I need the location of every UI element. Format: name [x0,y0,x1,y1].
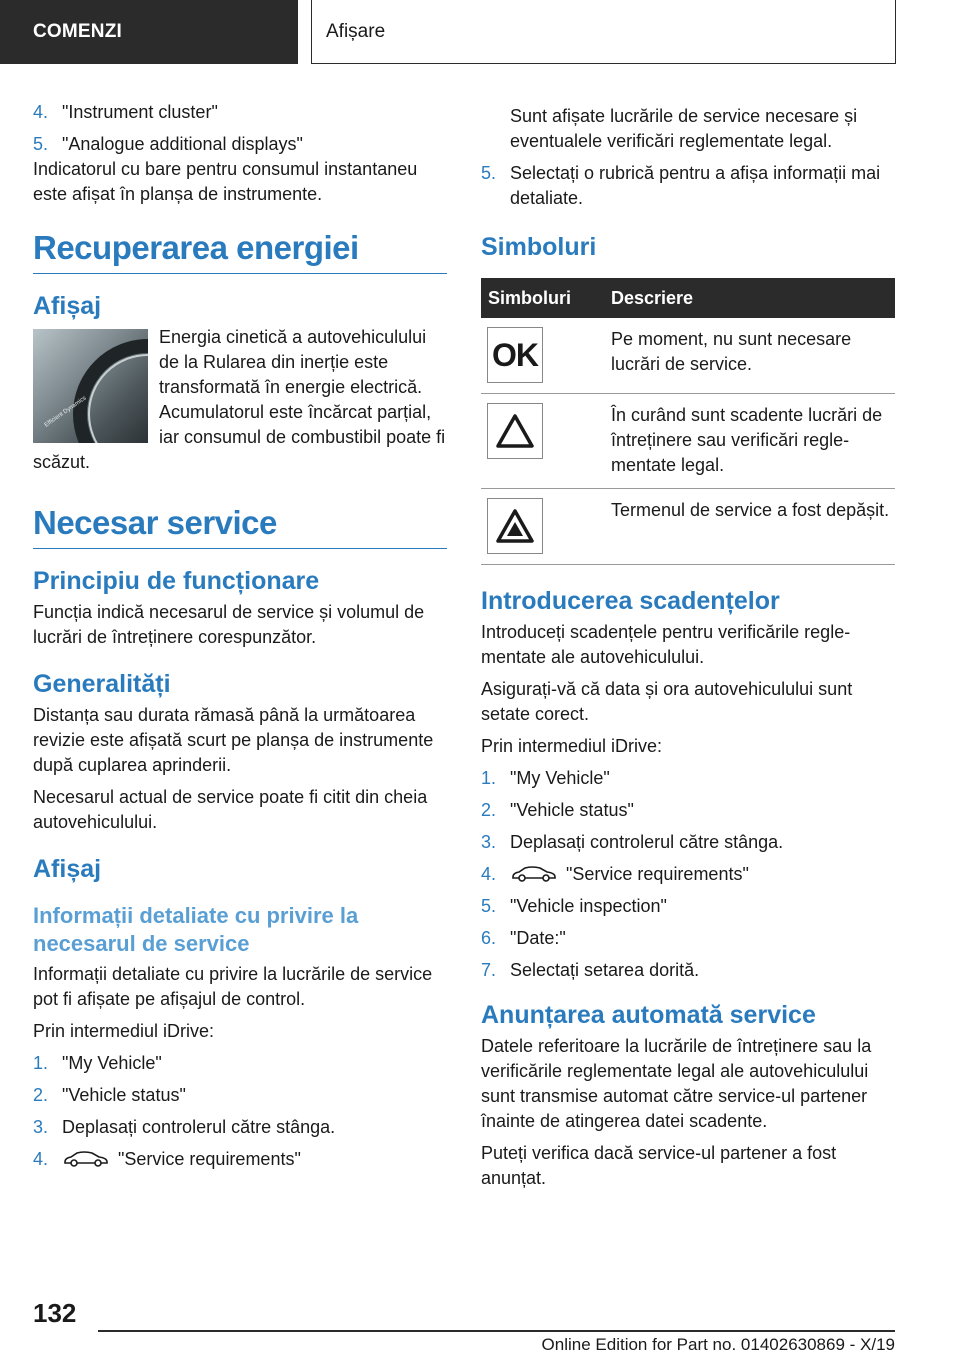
table-cell-description: În curând sunt scadente lucrări de întreținere sau verificări reglementate legal. [611,394,895,489]
footer-edition: Online Edition for Part no. 01402630869 - X/19 [541,1335,895,1354]
paragraph-generalitati-2: Necesarul actual de service poate fi citit din cheia autovehiculului. [33,787,428,832]
paragraph-principiu: Funcția indică necesarul de service și volumul de lucrări de întreținere corespunzător. [33,602,425,647]
paragraph-idrive-2: Prin intermediul iDrive: [481,736,663,756]
heading-necesar-service: Necesar service [33,504,447,549]
paragraph-introducere-1: Introduceți scadențele pentru verificările reglementate ale autovehiculului. [481,622,851,667]
left-column [33,100,447,1179]
list-item: 5. Selectați o rubrică pentru a afișa informații mai detaliate. [481,163,881,208]
list-item: 4. "Instrument cluster" [33,102,218,122]
list-continuation [481,161,895,211]
car-icon [510,865,558,883]
heading-introducerea-scadentelor: Introducerea scadențelor [481,587,780,615]
list-idrive-steps [33,1051,447,1172]
page-title: Afișare [311,0,896,64]
paragraph-idrive: Prin intermediul iDrive: [33,1021,215,1041]
paragraph-informatii: Informații detaliate cu privire la lucrările de service pot fi afișate pe afișajul de control. [33,964,433,1009]
list-item: 3. Deplasați controlerul către stânga. [481,832,784,852]
heading-simboluri: Simboluri [481,233,597,261]
table-row [481,318,895,394]
list-instrument [33,100,447,157]
table-cell-description: Termenul de service a fost depășit. [611,489,895,565]
paragraph-energy: Energia cinetică a autovehiculului de la Rularea din inerție este transformată în energie electrică. Acumulatorul este încărcat parțial, iar consumul de combustibil poate fi scăzut. [33,327,446,472]
section-tab: COMENZI [0,0,298,64]
table-row [481,489,895,565]
list-item: 2. "Vehicle status" [481,800,634,820]
table-header-simboluri: Simboluri [481,278,611,318]
list-item: 1. "My Vehicle" [481,768,610,788]
paragraph-generalitati-1: Distanța sau durata rămasă până la următoarea revizie este afișată scurt pe planșa de instrumente după cuplarea aprinderii. [33,705,434,775]
heading-generalitati: Generalități [33,670,171,698]
table-cell-description: Pe moment, nu sunt necesare lucrări de service. [611,318,895,394]
instrument-cluster-image: Efficient Dynamics [33,329,148,443]
list-item: 2. "Vehicle status" [33,1085,186,1105]
heading-informatii-detaliate: Informații detaliate cu privire la necesarul de service [33,903,359,956]
paragraph-introducere-2: Asigurați-vă că data și ora autovehiculului sunt setate corect. [481,679,853,724]
list-item: 4. "Service requirements" [33,1149,301,1169]
table-header-descriere: Descriere [611,278,895,318]
warning-triangle-icon [487,403,543,459]
ok-icon: OK [487,327,543,383]
paragraph-anuntare-2: Puteți verifica dacă service-ul partener a fost anunțat. [481,1143,837,1188]
heading-afisaj-2: Afișaj [33,855,102,883]
energy-block [33,325,447,482]
footer-divider [98,1330,895,1332]
list-scadente-steps [481,766,895,983]
warning-triangle-filled-icon [487,498,543,554]
symbols-table [481,278,895,565]
heading-anuntarea-automata: Anunțarea automată service [481,1001,816,1029]
paragraph-continuation: Sunt afișate lucrările de service necesare și eventualele verificări reglementate legal. [510,106,858,151]
right-column [481,104,895,1198]
list-item: 4. "Service requirements" [481,864,749,884]
list-item: 1. "My Vehicle" [33,1053,162,1073]
list-item: 3. Deplasați controlerul către stânga. [33,1117,336,1137]
list-item: 5. "Analogue additional displays" [33,134,303,154]
heading-principiu: Principiu de funcționare [33,567,320,595]
list-item: 6. "Date:" [481,928,566,948]
heading-recuperarea-energiei: Recuperarea energiei [33,229,447,274]
paragraph-bar-indicator: Indicatorul cu bare pentru consumul instantaneu este afișat în planșa de instrumente. [33,159,418,204]
table-row [481,394,895,489]
car-icon [62,1150,110,1168]
list-item: 5. "Vehicle inspection" [481,896,667,916]
paragraph-anuntare-1: Datele referitoare la lucrările de întreținere sau la verificările reglementate legal ale autovehiculului sunt transmise automat către service-ul partener înainte de atingerea datei scadente. [481,1036,872,1131]
list-item: 7. Selectați setarea dorită. [481,960,700,980]
page-number: 132 [33,1298,77,1328]
heading-afisaj: Afișaj [33,292,102,320]
